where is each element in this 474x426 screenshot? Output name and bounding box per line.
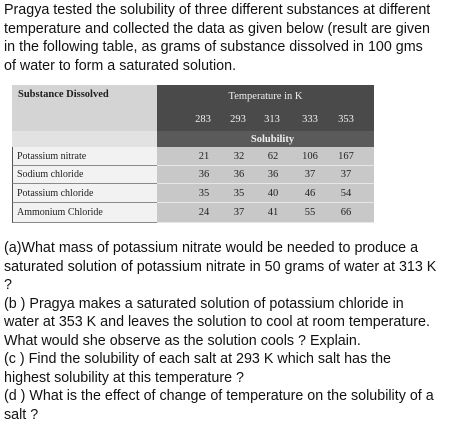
temperature-353: 353 — [338, 114, 354, 125]
solubility-header: Solubility — [157, 131, 374, 147]
table-row — [157, 147, 374, 166]
value-cell: 36 — [198, 169, 210, 180]
value-cell: 66 — [340, 207, 352, 218]
questions-paragraph: (a)What mass of potassium nitrate would be needed to produce a saturated solution of potassium nitrate in 50 grams of water at 313 K ? (b ) Pragya makes a saturated solution of potassium chloride in water at 353 K and leaves the solution to cool at room temperature. What would she observe as the solution cools ? Explain. (c ) Find the solubility of each salt at 293 K which salt has the highest solubility at this temperature ? (d ) What is the effect of change of temperature on the solubility of a salt ? — [4, 240, 437, 423]
value-cell: 46 — [304, 187, 316, 199]
value-cell: 37 — [233, 207, 245, 218]
value-cell: 35 — [198, 187, 210, 199]
value-cell: 54 — [340, 187, 352, 199]
value-cell: 62 — [267, 150, 279, 162]
value-cell: 37 — [304, 169, 316, 180]
substance-header: Substance Dissolved — [12, 85, 157, 131]
value-cell: 21 — [198, 150, 210, 162]
value-cell: 35 — [233, 187, 245, 199]
temperature-293: 293 — [230, 114, 246, 125]
value-cell: 36 — [267, 169, 279, 180]
substance-header-spacer — [12, 131, 157, 147]
solubility-table — [12, 85, 374, 223]
table-row — [157, 166, 374, 184]
value-cell: 36 — [233, 169, 245, 180]
row-label-potassium-chloride: Potassium chloride — [12, 184, 157, 203]
table-row — [157, 184, 374, 203]
temperature-header: Temperature in K — [228, 90, 303, 102]
value-cell: 40 — [267, 187, 279, 199]
row-label-potassium-nitrate: Potassium nitrate — [12, 147, 157, 166]
intro-paragraph: Pragya tested the solubility of three different substances at different temperature and collected the data as given below (result are given in the following table, as grams of substance dissolved in 100 gms of water to form a saturated solution. — [4, 2, 431, 74]
temperature-313: 313 — [264, 114, 280, 125]
value-cell: 24 — [198, 207, 210, 218]
value-cell: 32 — [233, 150, 245, 162]
temperature-283: 283 — [195, 114, 211, 125]
row-label-ammonium-chloride: Ammonium Chloride — [12, 203, 157, 223]
row-label-sodium-chloride: Sodium chloride — [12, 166, 157, 184]
value-cell: 106 — [302, 150, 318, 162]
value-cell: 41 — [267, 207, 279, 218]
table-row — [157, 203, 374, 223]
value-cell: 55 — [304, 207, 316, 218]
value-cell: 37 — [340, 169, 352, 180]
temperature-333: 333 — [302, 114, 318, 125]
value-cell: 167 — [338, 150, 354, 162]
